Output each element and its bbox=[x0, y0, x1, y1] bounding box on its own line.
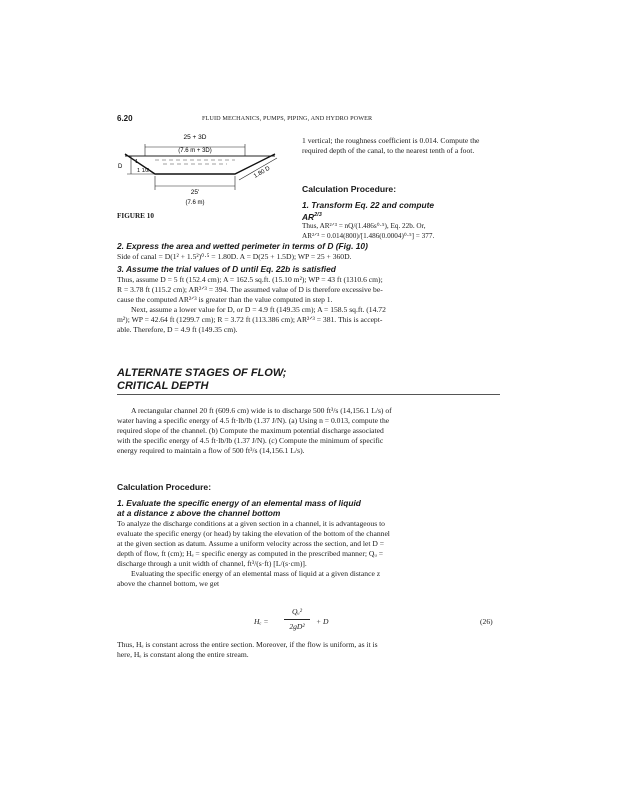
depth-label: D bbox=[118, 164, 123, 170]
body-l3: at the given section as datum. Assume a uniform velocity across the section, and let D = bbox=[117, 539, 385, 548]
equation-lhs: Hₑ = bbox=[254, 617, 269, 626]
side-ratio-small-label: 1 bbox=[135, 159, 139, 165]
section-title-line1: ALTERNATE STAGES OF FLOW; bbox=[117, 367, 287, 379]
calc-procedure-heading-2: Calculation Procedure: bbox=[117, 482, 212, 492]
step3-paragraph bbox=[117, 275, 502, 335]
body-l2: evaluate the specific energy (or head) by taking the elevation of the bottom of the channel bbox=[117, 529, 390, 538]
problem-l3: required slope of the channel. (b) Compute the maximum potential discharge associated bbox=[117, 426, 384, 435]
intro-paragraph: 1 vertical; the roughness coefficient is 0.014. Compute the required depth of the canal, to the nearest tenth of a foot. bbox=[302, 136, 480, 155]
after-l1: Thus, Hₑ is constant across the entire section. Moreover, if the flow is uniform, as it is bbox=[117, 640, 378, 649]
step3-p2-l3: able. Therefore, D = 4.9 ft (149.35 cm). bbox=[117, 325, 238, 334]
section-step1-title-l1: 1. Evaluate the specific energy of an elemental mass of liquid bbox=[117, 498, 361, 508]
step1-line1: Thus, AR²ᐟ³ = nQ/(1.486s⁰·⁵), Eq. 22b. Or, bbox=[302, 222, 426, 230]
page-number: 6.20 bbox=[117, 114, 133, 123]
problem-l2: water having a specific energy of 4.5 ft·lb/lb (1.37 J/N). (a) Using n = 0.013, compute the bbox=[117, 416, 390, 425]
step3-p2-l2: m²); WP = 42.64 ft (1299.7 cm); R = 3.72 ft (113.386 cm); AR²ᐟ³ = 381. This is accept- bbox=[117, 315, 383, 324]
equation-fraction-bar bbox=[284, 619, 310, 620]
figure-caption: FIGURE 10 bbox=[117, 212, 154, 220]
canal-cross-section-figure bbox=[115, 130, 290, 220]
body-l1: To analyze the discharge conditions at a given section in a channel, it is advantageous to bbox=[117, 519, 385, 528]
running-title: FLUID MECHANICS, PUMPS, PIPING, AND HYDRO POWER bbox=[202, 115, 373, 122]
top-dim-m-label: (7.6 m + 3D) bbox=[178, 148, 212, 154]
step3-p1-l1: Thus, assume D = 5 ft (152.4 cm); A = 162.5 sq.ft. (15.10 m²); WP = 43 ft (1310.6 cm); bbox=[117, 275, 383, 284]
slope-dim-label: 1.80 D bbox=[253, 165, 272, 180]
calc-procedure-heading-1: Calculation Procedure: bbox=[302, 184, 397, 194]
equation-number: (26) bbox=[480, 617, 493, 626]
body-l4: depth of flow, ft (cm); Hₑ = specific energy as computed in the prescribed manner; Qᵤ = bbox=[117, 549, 384, 558]
section-rule bbox=[117, 394, 500, 395]
step1-title-ar: AR bbox=[302, 211, 315, 222]
step2-title: 2. Express the area and wetted perimeter in terms of D (Fig. 10) bbox=[117, 241, 368, 251]
after-l2: here, Hₑ is constant along the entire stream. bbox=[117, 650, 249, 659]
step1-title-exp: 2/3 bbox=[314, 212, 322, 218]
problem-statement bbox=[117, 406, 502, 456]
equation-numerator: Qᵤ² bbox=[292, 607, 302, 616]
side-ratio-label: 1 1/2 bbox=[137, 168, 150, 174]
top-dim-ft-label: 25 + 3D bbox=[183, 134, 207, 141]
step3-p1-l3: cause the computed AR²ᐟ³ is greater than the value computed in step 1. bbox=[117, 295, 333, 304]
section-step1-body bbox=[117, 519, 502, 589]
problem-l5: energy required to maintain a flow of 500 ft³/s (14,156.1 L/s). bbox=[117, 446, 305, 455]
step3-p1-l2: R = 3.78 ft (115.2 cm); AR²ᐟ³ = 394. The assumed value of D is therefore excessive be- bbox=[117, 285, 383, 294]
bottom-dim-m-label: (7.6 m) bbox=[185, 200, 205, 206]
problem-l1: A rectangular channel 20 ft (609.6 cm) wide is to discharge 500 ft³/s (14,156.1 L/s) of bbox=[131, 406, 392, 415]
section-step1-title-l2: at a distance z above the channel bottom bbox=[117, 508, 281, 518]
step1-title-line1: 1. Transform Eq. 22 and compute bbox=[302, 200, 435, 210]
body-l6: Evaluating the specific energy of an elemental mass of liquid at a given distance z bbox=[131, 569, 381, 578]
bottom-dim-ft-label: 25' bbox=[190, 189, 200, 196]
step1-line2: AR²ᐟ³ = 0.014(800)/[1.486(0.0004)⁰·⁵] = 377. bbox=[302, 232, 435, 240]
step3-p2-l1: Next, assume a lower value for D, or D = 4.9 ft (149.35 cm); A = 158.5 sq.ft. (14.72 bbox=[131, 305, 386, 314]
problem-l4: with the specific energy of 4.5 ft·lb/lb (1.37 J/N). (c) Compute the minimum of specific bbox=[117, 436, 384, 445]
step3-title: 3. Assume the trial values of D until Eq. 22b is satisfied bbox=[117, 264, 336, 274]
after-equation-text bbox=[117, 640, 502, 660]
body-l5: discharge through a unit width of channel, ft³/(s·ft) [L/(s·cm)]. bbox=[117, 559, 307, 568]
section-title-line2: CRITICAL DEPTH bbox=[117, 380, 209, 392]
body-l7: above the channel bottom, we get bbox=[117, 579, 220, 588]
step2-body: Side of canal = D(1² + 1.5²)⁰·⁵ = 1.80D. A = D(25 + 1.5D); WP = 25 + 360D. bbox=[117, 252, 352, 261]
equation-denominator: 2gD² bbox=[289, 622, 305, 631]
equation-rhs: + D bbox=[316, 617, 329, 626]
